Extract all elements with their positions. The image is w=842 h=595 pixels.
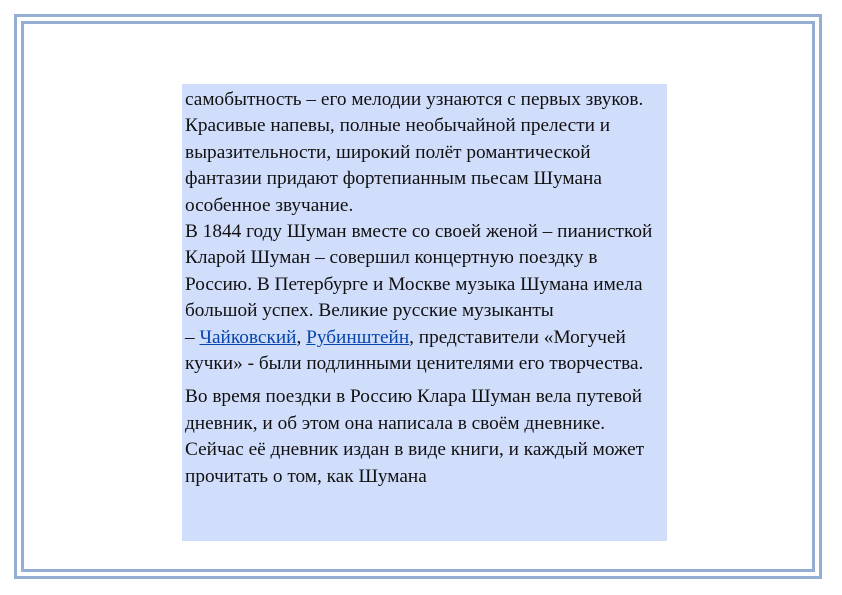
- text-box: [182, 84, 667, 541]
- paragraph-4: Во время поездки в Россию Клара Шуман вела путевой дневник, и об этом она написала в своём дневнике. Сейчас её дневник издан в виде книги, и каждый может прочитать о том, как Шумана: [185, 386, 645, 487]
- link-tchaikovsky[interactable]: Чайковский: [199, 326, 297, 348]
- paragraph-3: [185, 325, 663, 378]
- link-rubinstein[interactable]: Рубинштейн: [306, 326, 410, 348]
- paragraph-3-suffix: , представители «Могучей кучки» - были подлинными ценителями его творчества.: [185, 326, 644, 375]
- paragraph-1: самобытность – его мелодии узнаются с первых звуков. Красивые напевы, полные необычайной прелести и выразительности, широкий полёт романтической фантазии придают фортепианным пьесам Шумана особенное звучание.: [185, 89, 644, 216]
- paragraph-3-separator: ,: [296, 326, 307, 348]
- paragraph-2: В 1844 году Шуман вместе со своей женой – пианисткой Кларой Шуман – совершил концертную поездку в Россию. В Петербурге и Москве музыка Шумана имела большой успех. Великие русские музыканты: [185, 221, 653, 322]
- paragraph-3-prefix: –: [185, 326, 200, 348]
